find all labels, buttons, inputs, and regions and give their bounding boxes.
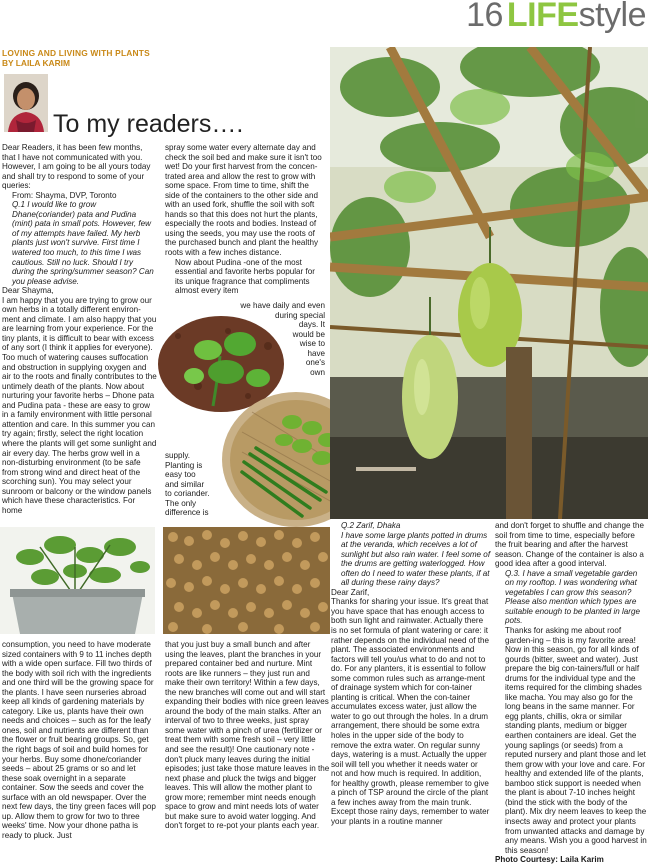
paragraph: Dear Readers, it has been few months, that I have not communicated with you. However, I am going to be all yours today and shall try to respond to some of your queries: xyxy=(2,143,151,191)
byline: BY LAILA KARIM xyxy=(2,58,70,68)
coriander-seeds-photo xyxy=(163,527,330,634)
question-heading: Q.2 Zarif, Dhaka xyxy=(341,521,401,530)
article-column-1-bottom xyxy=(2,640,157,840)
photo-credit: Photo Courtesy: Laila Karim xyxy=(495,855,604,865)
wrap-line: easy too xyxy=(165,470,196,480)
salutation: Dear Zarif, xyxy=(331,587,370,597)
question-text: I have some large plants potted in drums at the veranda, which receives a lot of sunlight but also rain water. I feel some of the drums are getting waterlogged. How often do I need to water these plants, if at all during these rainy days? xyxy=(341,530,491,588)
page-number: 16 xyxy=(466,0,503,34)
wrap-line: own xyxy=(310,367,325,377)
paragraph: Now about Pudina -one of the most essential and favorite herbs popular for its unique fragrance that compliments almost every item xyxy=(175,257,315,296)
article-column-3 xyxy=(331,521,491,827)
potted-plant-photo xyxy=(0,527,155,634)
paragraph: and don't forget to shuffle and change the soil from time to time, especially before the fruit bearing and after the harvest season. Change of the container is also a good idea after a good interval. xyxy=(495,521,644,569)
wrap-line: The only xyxy=(165,498,197,508)
article-column-4 xyxy=(495,521,647,865)
wrap-line: and similar xyxy=(165,479,205,489)
wrap-line: Planting is xyxy=(165,460,203,470)
headline: To my readers…. xyxy=(53,110,244,138)
paragraph: Dear Shayma, xyxy=(2,286,54,296)
wrap-line: days. It xyxy=(298,320,325,330)
paragraph: consumption, you need to have moderate sized containers with 9 to 11 inches depth with a wide open surface. Fill two thirds of the body with soil rich with the ingredients and one third will be the growing space for the plants. I have seen nurseries abroad keep all kinds of gardening materials by category. Like us, plants have their own needs and choices – such as for the leafy ones, soil and nutrients are different than the flower or fruit bearing groups. So, get the right bags of soil and build homes for your herbs. Buy some dhone/coriander seeds – about 25 grams or so and let these soak overnight in a separate container. Sow the seeds and cover the surface with an old newspaper. Over the next few days, the tiny green faces will pop up. Allow them to grow for two to three weeks' time. Now your dhone patha is ready to pluck. Just xyxy=(2,640,156,840)
wrap-line: wise to xyxy=(299,339,325,349)
article-column-2-wrap-left xyxy=(165,451,220,518)
author-portrait xyxy=(4,74,48,132)
paragraph: I am happy that you are trying to grow our own herbs in a totally different environ-ment and climate. I am also happy that you are learning from your experience. For the tiny plants, it is difficult to bear with excess of any sort (I think it applies for everyone). Too much of watering causes suffocation and obstruction in supplying oxygen and air to the roots and finally contributes to the untimely death of the plants. Now about nurturing your favorite herbs – Dhone pata and Pudina pata - these are easy to grow in a family environment with little personal attention and care. In this summer you can try again; firstly, select the right location where the plants will get some sunlight and air every day. The herbs grow well in a non-disturbing environment (to be safe from strong wind and direct heat of the scorching sun). You may select your sunroom or balcony or the window panels which have these characteristics. For home xyxy=(2,295,157,515)
paragraph: Thanks for asking me about roof garden-ing – this is my favorite area! Now in this season, go for all kinds of gourds (bitter, sweet and water). Just prepare the big con-tainers/full or half drums for the individual type and the items required for the climbing shades like macha. You may also go for the long beans in the same manner. For egg plants, chillis, okra or similar standing plants, medium or bigger earthen containers are ideal. Get the young saplings (or seeds) from a reputed nursery and plant those and let them grow with your love and care. For healthy and extended life of the plants, bamboo stick support is needed when the plant is about 7-10 inches height (bind the stick with the body of the plant). Mix dry neem leaves to keep the insects away and protect your plants from unwanted attacks and damage by any means. Wish you a good harvest in this season! xyxy=(505,626,647,855)
wrap-line: we have daily and even xyxy=(240,301,325,310)
section-name-light: style xyxy=(578,0,646,34)
section-masthead xyxy=(466,0,646,36)
wrap-line: have xyxy=(307,348,325,358)
paragraph: Q.1 I would like to grow Dhane(coriander) pata and Pudina (mint) pata in small pots. However, few of my attempts have failed. My herb plants just won't survive. First time I watered too much, to this time I was cautious. Still no luck. Should I try during the spring/summer season? Can you please advise. xyxy=(12,200,154,286)
column-kicker: LOVING AND LIVING WITH PLANTS xyxy=(2,48,150,58)
wrap-line: one's xyxy=(305,358,325,368)
wrap-line: supply. xyxy=(165,451,191,460)
article-column-2-bottom xyxy=(165,640,330,831)
article-column-1-top xyxy=(2,143,157,515)
wrap-line: to coriander. xyxy=(165,489,210,499)
paragraph: Thanks for sharing your issue. It's great that you have space that has enough access to both sun light and rainwater. Actually there is no set formula of plant watering or care: it rather depends on the individual need of the plant. The associated environments and factors will tell you/us what to do and not to do. For any planters, it is essential to follow some common rules such as arrange-ment of drainage system which for con-tainer planting is critical. When the con-tainer accumulates excess water, just allow the water to go out through the holes. In a drum arrangement, there should be some extra holes in the upper side of the body to remove the extra water. On regular sunny days, watering is a must. Actually the upper soil will tell you whether it needs water or not and how much is required. In addition, for healthy growth, please remember to give a pinch of TSP around the circle of the plant a few inches away from the main trunk. Except those rainy days, remember to water your plants in a routine manner xyxy=(331,597,490,826)
section-name-bold: LIFE xyxy=(506,0,579,34)
gourd-trellis-photo xyxy=(330,47,648,519)
article-column-2-top xyxy=(165,143,325,296)
wrap-line: during special xyxy=(275,310,325,320)
paragraph: that you just buy a small bunch and after using the leaves, plant the branches in your prepared container bed and nurture. Mint roots are like runners – they just run and make their own territory! Within a few days, the new branches will come out and will start expanding their bodies with nice green leaves around the body of the main stalks. After an interval of two to three weeks, just spray some water with a pinch of urea (fertilizer or treat them with some fresh soil – very little and see the result)! One cautionary note - don't pluck many leaves during the initial episodes; just take those mature leaves in the next phase and pluck the twigs and bigger leaves. This will allow the mother plant to grow more; remember mint needs enough space to grow and mint needs lots of water but make sure to avoid water logging. And don't forget to re-pot your plants each year. xyxy=(165,640,330,831)
question-text: Q.3. I have a small vegetable garden on my rooftop. I was wondering what vegetables I can grow this season? Please also mention which types are suitable enough to be planted in large pots. xyxy=(505,568,641,626)
wrap-line: difference is xyxy=(165,508,209,518)
paragraph: spray some water every alternate day and check the soil bed and make sure it isn't too wet! Do your first harvest from the concen-trated area and allow the rest to grow with some space. From time to time, shift the side of the containers to the other side and with an used fork, shuffle the soil with soft hands so that this does not hurt the plants, especially the roots and bodies. Instead of using the seeds, you may use the roots of the purchased bunch and plant the healthy roots with a few inches distance. xyxy=(165,143,322,258)
paragraph: From: Shayma, DVP, Toronto xyxy=(12,190,117,200)
wrap-line: would be xyxy=(292,329,325,339)
